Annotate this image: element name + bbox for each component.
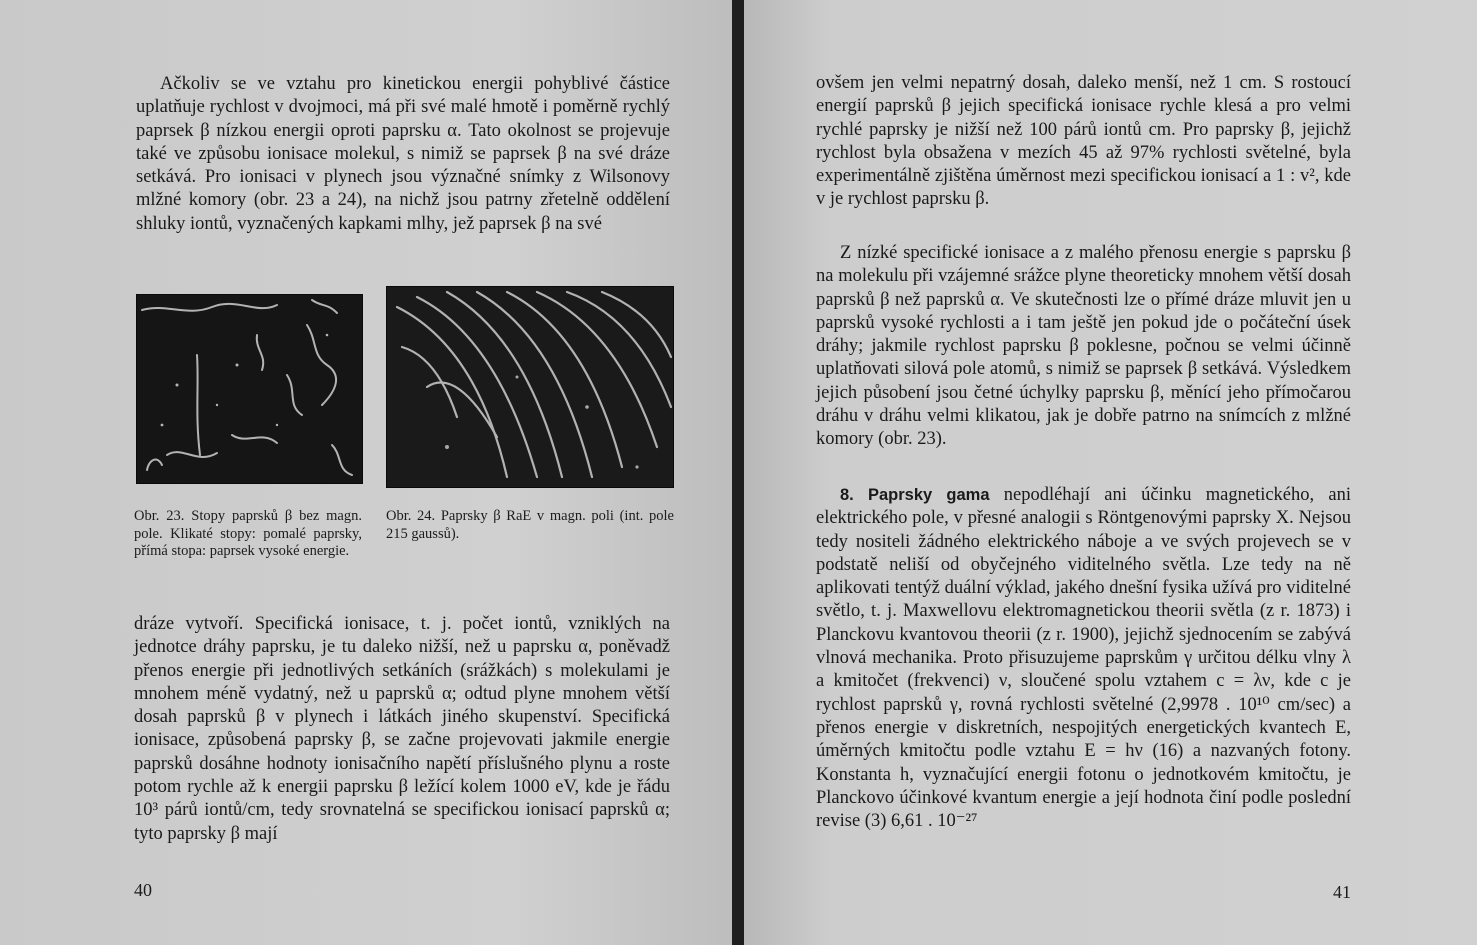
right-paragraph-top [816,72,1351,212]
left-paragraph-top-text: Ačkoliv se ve vztahu pro kinetickou energii pohyblivé částice uplatňuje rychlost v dvojmoci, má při své malé hmotě i poměrně rychlý paprsek β nízkou energii oproti paprsku α. Tato okolnost se projevuje také ve způsobu ionisace molekul, s nimiž se paprsek β na své dráze setkává. Pro ionisaci v plynech jsou význačné snímky z Wilsonovy mlžné komory (obr. 23 a 24), na nichž jsou patrny zřetelně oddělení shluky iontů, vyznačených kapkami mlhy, jež paprsek β na své [136,74,670,234]
figure-23-photo [136,294,363,484]
right-paragraph-top-text: ovšem jen velmi nepatrný dosah, daleko menší, než 1 cm. S rostoucí energií paprsků β jejich specifická ionisace rychle klesá a pro velmi rychlé paprsky je nižší než 100 párů iontů cm. Pro paprsky β, jejichž rychlost byla obsažena v mezích 45 až 97% rychlosti světelné, byla experimentálně zjištěna úměrnost mezi specifickou ionisací a 1 : v², kde v je rychlost paprsku β. [816,73,1351,210]
right-paragraph-mid-text: Z nízké specifické ionisace a z malého přenosu energie s paprsku β na molekulu při vzájemné srážce plyne theoreticky mnohem větší dosah paprsků β než paprsků α. Ve skutečnosti lze o přímé dráze mluvit jen u paprsků vysoké rychlosti a i tam ještě jen pokud jde o počáteční úsek dráhy; jakmile rychlost paprsku β poklesne, počnou se velmi účinně uplatňovati silová pole atomů, s nimiž se paprsek β setkává. Výsledkem jejich působení jsou četné úchylky paprsku β, měnící jeho přímočarou dráhu v dráhu velmi klikatou, jak je dobře patrno na snímcích z mlžné komory (obr. 23). [816,243,1351,450]
figure-23-caption: Obr. 23. Stopy paprsků β bez magn. pole. Klikaté stopy: pomalé paprsky, přímá stopa: paprsek vysoké energie. [134,508,362,559]
left-paragraph-bottom [134,613,670,846]
left-paragraph-bottom-text: dráze vytvoří. Specifická ionisace, t. j. počet iontů, vzniklých na jednotce dráhy paprsku, je tu daleko nižší, než u paprsku α, poněvadž přenos energie při jednotlivých setkáních (srážkách) s molekulami je mnohem méně vydatný, než u paprsků α; odtud plyne mnohem větší dosah paprsků β v plynech i látkách jiného skupenství. Specifická ionisace, způsobená paprsky β, se začne projevovati jakmile energie paprsků dosáhne hodnoty ionisačního napětí příslušného plynu a roste potom rychle až k energii paprsku β ležící kolem 1000 eV, kde je řádu 10³ párů iontů/cm, tedy srovnatelná se specifickou ionisací paprsků α; tyto paprsky β mají [134,614,670,844]
figure-24-caption: Obr. 24. Paprsky β RaE v magn. poli (int. pole 215 gaussů). [386,508,674,542]
right-paragraph-bottom-text: nepodléhají ani účinku magnetického, ani elektrického pole, v přesné analogii s Röntgenovými paprsky X. Nejsou tedy nositeli žádného elektrického náboje a ve svých projevech se v podstatě neliší od obyčejného viditelného světla. Lze tedy na ně aplikovati tentýž duální výklad, jakého dnešní fysika užívá pro viditelné světlo, t. j. Maxwellovu elektromagnetickou theorii světla (z r. 1873) i Planckovu kvantovou theorii (z r. 1900), jejichž sjednocením se zabývá vlnová mechanika. Proto přisuzujeme paprskům γ určitou délku vlny λ a kmitočet (frekvenci) ν, sloučené spolu vztahem c = λν, kde c je rychlost paprsků γ, rovná rychlosti světelné (2,9978 . 10¹⁰ cm/sec) a přenos energie v diskretních, nespojitých energetických kvantech E, úměrných kmitočtu podle vztahu E = hν (16) a nazvaných fotony. Konstanta h, vyznačující energii fotonu o jednotkovém kmitočtu, je Planckovo účinkové kvantum energie a její hodnota činí podle poslední revise (3) 6,61 . 10⁻²⁷ [816,485,1351,832]
right-section-gamma-text [816,484,1351,833]
right-paragraph-mid [816,242,1351,452]
right-section-gamma [816,484,1351,833]
section-heading: 8. Paprsky gama [840,486,990,504]
left-paragraph-top [136,73,670,236]
figure-24-photo [386,286,674,488]
right-page-number: 41 [1333,882,1351,902]
left-page-number: 40 [134,880,152,900]
